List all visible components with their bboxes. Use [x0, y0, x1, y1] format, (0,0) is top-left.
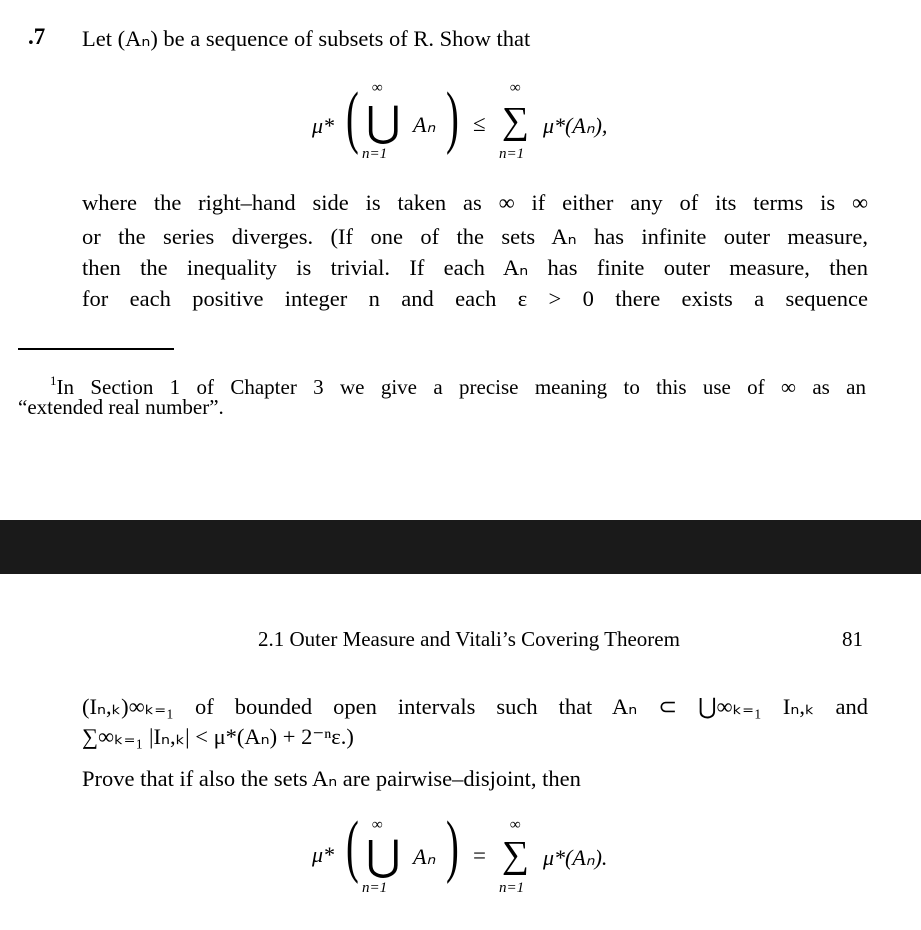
footnote-text-1: In Section 1 of Chapter 3 we give a precise meaning to this use of ∞ as an	[56, 375, 866, 399]
exercise-intro: Let (Aₙ) be a sequence of subsets of R. Show that	[82, 26, 531, 51]
union-upper-limit-2: ∞	[372, 817, 383, 833]
union-inner-set-2: Aₙ	[413, 844, 436, 869]
mu-star-2: μ*	[312, 842, 335, 867]
paragraph-line-2: or the series diverges. (If one of the sets Aₙ has infinite outer measure,	[82, 224, 868, 249]
prove-line: Prove that if also the sets Aₙ are pairwise–disjoint, then	[82, 766, 581, 791]
left-paren: (	[346, 79, 359, 156]
sum-term-2: μ*(Aₙ).	[543, 845, 608, 870]
exercise-number: .7	[28, 24, 46, 49]
page-number: 81	[842, 627, 863, 651]
union-inner-set: Aₙ	[413, 112, 436, 137]
relation-eq: =	[473, 843, 486, 868]
sum-upper-limit: ∞	[510, 80, 521, 96]
mu-star: μ*	[312, 113, 335, 138]
sum-upper-limit-2: ∞	[510, 817, 521, 833]
footnote-rule	[18, 348, 174, 350]
big-sum-2: ∑	[502, 834, 530, 876]
paragraph-line-4: for each positive integer n and each ε > 0 there exists a sequence	[82, 286, 868, 311]
footnote-line-2: “extended real number”.	[18, 395, 224, 419]
running-head: 2.1 Outer Measure and Vitali’s Covering Theorem	[258, 627, 680, 651]
big-union: ⋃	[366, 100, 401, 146]
relation-leq: ≤	[473, 111, 486, 136]
paragraph-line-1: where the right–hand side is taken as ∞ if either any of its terms is ∞	[82, 190, 868, 215]
sum-lower-limit: n=1	[499, 146, 525, 162]
union-upper-limit: ∞	[372, 80, 383, 96]
page-separator	[0, 520, 921, 574]
big-union-2: ⋃	[366, 834, 401, 880]
continuation-line-1: (Iₙ,ₖ)∞ₖ₌₁ of bounded open intervals such that Aₙ ⊂ ⋃∞ₖ₌₁ Iₙ,ₖ and	[82, 694, 868, 719]
right-paren-2: )	[446, 808, 459, 885]
union-lower-limit-2: n=1	[362, 880, 388, 896]
right-paren: )	[446, 79, 459, 156]
sum-term: μ*(Aₙ),	[543, 113, 608, 138]
left-paren-2: (	[346, 808, 359, 885]
union-lower-limit: n=1	[362, 146, 388, 162]
paragraph-line-3: then the inequality is trivial. If each Aₙ has finite outer measure, then	[82, 255, 868, 280]
footnote-mark: 1	[50, 373, 57, 388]
big-sum: ∑	[502, 100, 530, 142]
continuation-line-2: ∑∞ₖ₌₁ |Iₙ,ₖ| < μ*(Aₙ) + 2⁻ⁿε.)	[82, 724, 354, 749]
sum-lower-limit-2: n=1	[499, 880, 525, 896]
